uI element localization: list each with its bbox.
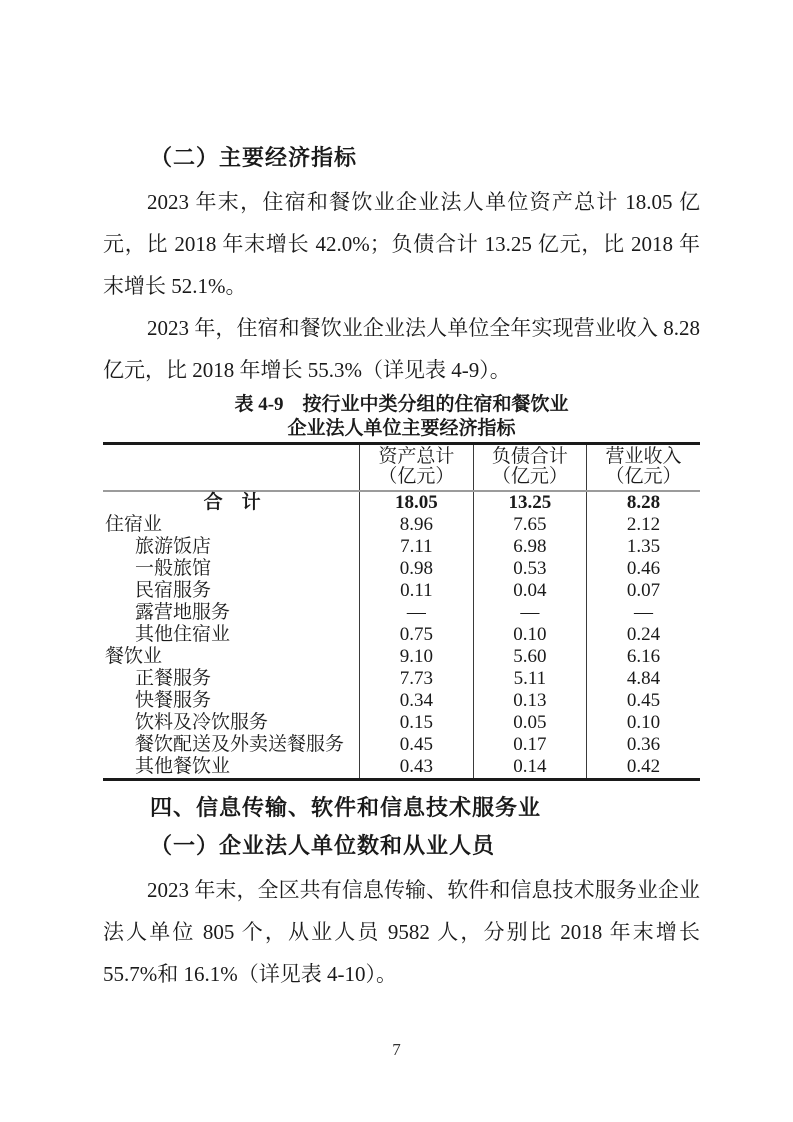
- cell-value: 0.14: [473, 756, 586, 780]
- cell-value: 0.13: [473, 690, 586, 712]
- table-title-line2: 企业法人单位主要经济指标: [287, 418, 516, 439]
- column-header-liabilities: [473, 444, 586, 492]
- row-label: 餐饮配送及外卖送餐服务: [135, 734, 345, 755]
- cell-value: 13.25: [473, 491, 586, 514]
- cell-value: —: [587, 602, 700, 624]
- cell-value: 2.12: [587, 514, 700, 536]
- cell-value: 4.84: [587, 668, 700, 690]
- table-row: [103, 690, 700, 712]
- cell-value: 6.98: [473, 536, 586, 558]
- cell-value: 8.96: [360, 514, 473, 536]
- cell-value: 8.28: [587, 491, 700, 514]
- cell-value: —: [360, 602, 473, 624]
- paragraph-assets-liabilities: 2023 年末，住宿和餐饮业企业法人单位资产总计 18.05 亿元，比 2018 年末增长 42.0%；负债合计 13.25 亿元，比 2018 年末增长 52.1%。: [103, 190, 700, 298]
- table-row: [103, 668, 700, 690]
- row-label: 住宿业: [105, 514, 163, 535]
- paragraph-revenue: 2023 年，住宿和餐饮业企业法人单位全年实现营业收入 8.28 亿元，比 2018 年增长 55.3%（详见表 4-9）。: [103, 316, 700, 382]
- cell-value: 0.04: [473, 580, 586, 602]
- cell-value: 5.11: [473, 668, 586, 690]
- cell-value: 0.24: [587, 624, 700, 646]
- section-heading-economic-indicators: （二）主要经济指标: [150, 145, 358, 170]
- subsection-heading-legal-entities: （一）企业法人单位数和从业人员: [150, 833, 496, 858]
- row-label: 民宿服务: [135, 580, 212, 601]
- column-unit: （亿元）: [378, 466, 455, 487]
- cell-value: 0.45: [587, 690, 700, 712]
- table-row: [103, 536, 700, 558]
- row-label: 正餐服务: [135, 668, 212, 689]
- cell-value: 0.53: [473, 558, 586, 580]
- paragraph-it-entities: 2023 年末，全区共有信息传输、软件和信息技术服务业企业法人单位 805 个，从业人员 9582 人，分别比 2018 年末增长 55.7%和 16.1%（详见表 4-10）。: [103, 878, 700, 986]
- section-heading-it-industry: 四、信息传输、软件和信息技术服务业: [150, 795, 542, 820]
- cell-value: 0.17: [473, 734, 586, 756]
- table-row: [103, 712, 700, 734]
- cell-value: 7.65: [473, 514, 586, 536]
- table-header-row: [103, 444, 700, 492]
- cell-value: 0.15: [360, 712, 473, 734]
- column-title: 营业收入: [605, 446, 682, 467]
- cell-value: 0.45: [360, 734, 473, 756]
- table-title-line1: 表 4-9 按行业中类分组的住宿和餐饮业: [234, 394, 569, 415]
- cell-value: 0.36: [587, 734, 700, 756]
- row-label: 露营地服务: [135, 602, 231, 623]
- column-title: 负债合计: [491, 446, 568, 467]
- cell-value: —: [473, 602, 586, 624]
- cell-value: 0.11: [360, 580, 473, 602]
- cell-value: 7.11: [360, 536, 473, 558]
- cell-value: 0.05: [473, 712, 586, 734]
- column-unit: （亿元）: [605, 466, 682, 487]
- column-unit: （亿元）: [491, 466, 568, 487]
- page-number: 7: [392, 1040, 401, 1059]
- table-row: [103, 558, 700, 580]
- corner-cell: [103, 444, 360, 492]
- cell-value: 5.60: [473, 646, 586, 668]
- row-label: 合 计: [203, 492, 261, 513]
- cell-value: 0.10: [587, 712, 700, 734]
- column-title: 资产总计: [378, 446, 455, 467]
- column-header-assets: [360, 444, 473, 492]
- cell-value: 9.10: [360, 646, 473, 668]
- cell-value: 0.98: [360, 558, 473, 580]
- cell-value: 0.43: [360, 756, 473, 780]
- table-row: [103, 491, 700, 514]
- row-label: 快餐服务: [135, 690, 212, 711]
- cell-value: 0.34: [360, 690, 473, 712]
- cell-value: 0.46: [587, 558, 700, 580]
- economic-indicators-table: [103, 442, 700, 781]
- cell-value: 0.10: [473, 624, 586, 646]
- row-label: 旅游饭店: [135, 536, 212, 557]
- cell-value: 18.05: [360, 491, 473, 514]
- cell-value: 0.07: [587, 580, 700, 602]
- table-row: [103, 756, 700, 780]
- table-row: [103, 580, 700, 602]
- row-label: 饮料及冷饮服务: [135, 712, 269, 733]
- cell-value: 1.35: [587, 536, 700, 558]
- table-row: [103, 514, 700, 536]
- table-row: [103, 734, 700, 756]
- row-label: 一般旅馆: [135, 558, 212, 579]
- table-row: [103, 602, 700, 624]
- cell-value: 0.42: [587, 756, 700, 780]
- column-header-revenue: [587, 444, 700, 492]
- row-label: 餐饮业: [105, 646, 163, 667]
- row-label: 其他餐饮业: [135, 756, 231, 777]
- cell-value: 6.16: [587, 646, 700, 668]
- table-row: [103, 646, 700, 668]
- row-label: 其他住宿业: [135, 624, 231, 645]
- cell-value: 0.75: [360, 624, 473, 646]
- table-row: [103, 624, 700, 646]
- cell-value: 7.73: [360, 668, 473, 690]
